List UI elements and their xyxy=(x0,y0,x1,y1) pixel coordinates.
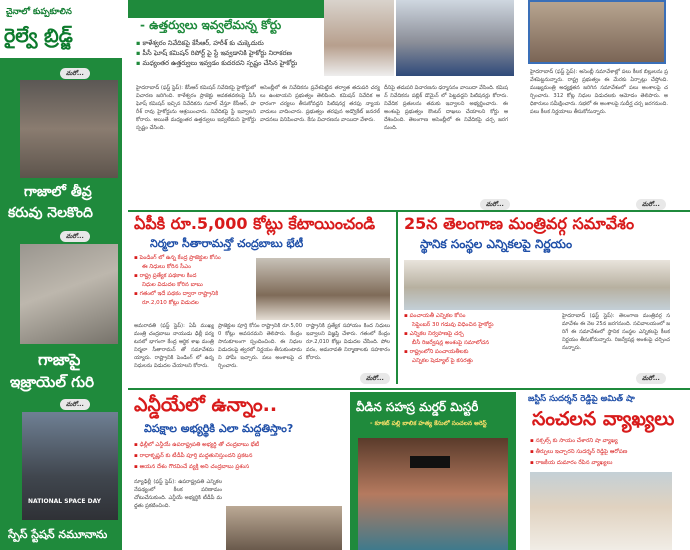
more-link-court[interactable]: మరో... xyxy=(480,199,510,210)
court-subhead: - ఉత్తర్వులు ఇవ్వలేమన్న కోర్టు xyxy=(140,18,282,32)
amit-shah-photo xyxy=(530,472,672,550)
divider-vertical xyxy=(396,212,398,384)
court-body-col1: హైదరాబాద్ (ఫస్ట్ స్టెప్): కేసీఆర్ కమిషన్ నివేదికపై హైకోర్టులో విచారణ జరిగింది. కాళేశ్వరం ప్రాజెక్టు అవకతవకలపై పీసీ ఘోష్ కమిషన్ ఇచ్చిన నివేదికను సవాల్ చేస్తూ కేసీఆర్, హరీశ్ రావు హైకోర్టును ఆశ్రయించారు. నివేదికపై స్టే ఇవ్వాలని కోరారు. అయితే మధ్యంతర ఉత్తర్వులు ఇవ్వలేమని హైకోర్టు స్పష్టం చేసింది. xyxy=(136,85,256,131)
murder-subhead: - కూకట్ పల్లి బాలిక హత్య కేసులో సంచలన అరెస్ట్ xyxy=(370,420,487,427)
right-top-photo xyxy=(528,0,666,64)
bridge-headline-box xyxy=(0,22,122,58)
nda-bullet-1: ▪ ఢిల్లీలో ఎన్డీయే ఉపరాష్ట్రపతి అభ్యర్థి తో చంద్రబాబు భేటీ xyxy=(134,442,260,448)
court-bullet-3: ▪ మధ్యంతర ఉత్తర్వులు ఇవ్వడం కుదరదని స్పష్టం చేసిన హైకోర్టు xyxy=(136,59,298,67)
right-story-body: హైదరాబాద్ (ఫస్ట్ స్టెప్): అసెంబ్లీ సమావేశాల్లో పలు కీలక బిల్లులను ప్రవేశపెట్టనున్నారు. రాష్ట్ర ప్రభుత్వం ఈ మేరకు ఏర్పాట్లు చేస్తోంది. ముఖ్యమంత్రి అధ్యక్షతన జరిగిన సమావేశంలో పలు అంశాలపై చర్చించారు. 312 కోట్ల నిధుల విడుదలకు ఆమోదం తెలిపారు. అధికారులు సమీక్షించారు. సభలో ఈ అంశాలపై సుదీర్ఘ చర్చ జరగనుంది. పలు కీలక నిర్ణయాలు తీసుకోనున్నారు. xyxy=(530,69,668,115)
space-station-caption: స్పేస్ స్టేషన్ నమూనాను xyxy=(8,528,108,541)
court-bullet-1: ▪ కాళేశ్వరం నివేదికపై కేసీఆర్, హరీశ్ కు చుక్కెదురు xyxy=(136,39,264,47)
ap-bullet-3b: రూ.2,010 కోట్లు విడుదల xyxy=(142,300,199,306)
ap-headline: ఏపీకి రూ.5,000 కోట్లు కేటాయించండి xyxy=(134,214,376,233)
kcr-photo-2 xyxy=(396,0,514,76)
ts-bullets xyxy=(404,312,554,366)
nda-subhead: విపక్షాల అభ్యర్థికి ఎలా మద్దతిస్తాం? xyxy=(144,422,294,435)
amit-headline: సంచలన వ్యాఖ్యలు xyxy=(532,408,675,430)
amit-bullets xyxy=(530,436,690,469)
cbn-radhakrishnan-photo xyxy=(226,506,342,550)
more-link-ts[interactable]: మరో... xyxy=(636,373,666,384)
bridge-headline: రైల్వే బ్రిడ్జ్ xyxy=(4,25,73,47)
nda-body: న్యూఢిల్లీ (ఫస్ట్ స్టెప్): ఉపరాష్ట్రపతి ఎన్నికల నేపథ్యంలో కీలక పరిణామం చోటుచేసుకుంది. ఎన్డీయే అభ్యర్థికి టీడీపీ మద్దతు ప్రకటించింది. xyxy=(134,479,222,509)
ts-bullet-2b: బీసీ రిజర్వేషన్ల అంశంపై సమాలోచన xyxy=(412,340,490,346)
amit-bullet-2: ▪ తీర్పులు ఇచ్చారని సుదర్శన్ రెడ్డిపై ఆరోపణ xyxy=(530,449,628,455)
ap-body-col2: ప్రాజెక్టుల పూర్తి కోసం రాష్ట్రానికి రూ.5,000 కోట్లు అవసరమని తెలిపారు. కేంద్రం సానుకూలంగా స్పందించింది. ఈ నిధుల విడుదలపై త్వరలో నిర్ణయం తీసుకుంటామని హామీ ఇచ్చారు. పలు అంశాలపై చర్చించారు. xyxy=(218,323,302,369)
nda-bullet-3: ▪ ఆయన దేశం గౌరవించే వ్యక్తి అని చంద్రబాబు ప్రశంస xyxy=(134,464,250,470)
amit-top-line: జస్టిస్ సుదర్శన్ రెడ్డిపై అమిత్ షా xyxy=(528,394,635,404)
gaza-ruins-photo xyxy=(20,244,118,344)
ap-bullet-1: ▪ పెండింగ్ లో ఉన్న కేంద్ర ప్రాజెక్టుల కోసం xyxy=(134,255,221,261)
nda-bullet-2: ▪ రాధాకృష్ణన్ కు టీడీపీ పూర్తి మద్దతునిస్తుందని ప్రకటన xyxy=(134,453,253,459)
gaza-israel-line1: గాజాపై xyxy=(38,350,81,369)
ap-bullet-2: ▪ రాష్ట్ర ప్రత్యేక పథకాల కింద xyxy=(134,273,197,279)
more-link-israel[interactable]: మరో... xyxy=(60,399,90,410)
more-link-right[interactable]: మరో... xyxy=(636,199,666,210)
cbn-nirmala-photo xyxy=(256,258,390,320)
ts-bullet-3: ▪ రాష్ట్రంలోని పంచాయతీలకు xyxy=(404,349,469,355)
amit-bullet-1: ▪ నక్సల్స్ కు సాయం చేశారని షా వ్యాఖ్య xyxy=(530,438,618,444)
murder-headline: వీడిన సహస్ర మర్డర్ మిస్టరీ xyxy=(356,400,479,414)
space-day-banner: NATIONAL SPACE DAY xyxy=(28,498,101,505)
court-bullets xyxy=(136,38,326,68)
ap-subhead: నిర్మలా సీతారామన్తో చంద్రబాబు భేటీ xyxy=(150,237,304,250)
more-link-gaza[interactable]: మరో... xyxy=(60,231,90,242)
amit-bullet-3: ▪ రాజకీయ దుమారం రేపిన వ్యాఖ్యలు xyxy=(530,460,613,466)
nda-bullets xyxy=(134,440,344,473)
space-station-photo xyxy=(22,412,118,520)
court-bullet-2: ▪ పీసీ ఘోష్ కమిషన్ రిపోర్ట్ పై స్టే ఇవ్వడానికి హైకోర్టు నిరాకరణ xyxy=(136,49,292,57)
ap-bullet-3: ▪ గతంలో ఇదే పథకం ద్వారా రాష్ట్రానికి xyxy=(134,291,219,297)
ts-cabinet-photo xyxy=(404,260,670,310)
ap-body-col1: అమరావతి (ఫస్ట్ స్టెప్): ఏపీ ముఖ్యమంత్రి చంద్రబాబు నాయుడు ఢిల్లీ పర్యటనలో భాగంగా కేంద్ర ఆర్థిక శాఖ మంత్రి నిర్మలా సీతారామన్ తో సమావేశమయ్యారు. రాష్ట్రానికి పెండింగ్ లో ఉన్న నిధులను విడుదల చేయాలని కోరారు. xyxy=(134,323,214,369)
court-body-col2: అసెంబ్లీలో ఈ నివేదికను ప్రవేశపెట్టిన తర్వాత తదుపరి చర్యలు ఉంటాయని ప్రభుత్వం తెలిపింది. కమిషన్ నివేదిక ఆధారంగా చర్యలు తీసుకోవద్దని పిటిషనర్ల తరఫు న్యాయవాదులు వాదించారు. ప్రభుత్వం తరఫున అడ్వొకేట్ జనరల్ వాదనలు వినిపించారు. కేసు విచారణను వాయిదా వేశారు. xyxy=(260,85,380,123)
kcr-photo-1 xyxy=(324,0,394,76)
gaza-famine-line2: కరువు నెలకొంది xyxy=(8,205,93,221)
ts-bullet-2: ▪ ఎన్నికల నిర్వహణపై చర్చ xyxy=(404,331,464,337)
ts-body: హైదరాబాద్ (ఫస్ట్ స్టెప్): తెలంగాణ మంత్రివర్గ సమావేశం ఈ నెల 25న జరగనుంది. సచివాలయంలో జరిగే ఈ సమావేశంలో స్థానిక సంస్థల ఎన్నికలపై కీలక నిర్ణయం తీసుకోనున్నారు. రిజర్వేషన్ల అంశంపై చర్చించనున్నారు. xyxy=(562,313,670,351)
divider-1 xyxy=(128,210,690,212)
divider-2 xyxy=(128,388,690,390)
ts-bullet-1b: సెప్టెంబర్ 30 గడువు విధించిన హైకోర్టు xyxy=(412,322,494,328)
more-link-ap[interactable]: మరో... xyxy=(360,373,390,384)
court-headline-band xyxy=(128,0,328,18)
nda-headline: ఎన్డీయేలో ఉన్నాం.. xyxy=(134,394,278,416)
china-label: చైనాలో కుప్పకూలిన xyxy=(6,7,72,17)
more-link-bridge[interactable]: మరో... xyxy=(60,68,90,79)
ts-subhead: స్థానిక సంస్థల ఎన్నికలపై నిర్ణయం xyxy=(420,237,573,251)
gaza-famine-photo xyxy=(20,80,118,178)
ts-headline: 25న తెలంగాణ మంత్రివర్గ సమావేశం xyxy=(404,214,635,233)
ap-bullet-1b: ఈ నిధులు కోరిన సీఎం xyxy=(142,264,191,270)
gaza-israel-line2: ఇజ్రాయెల్ గురి xyxy=(10,373,95,391)
face-blur-bar xyxy=(410,456,450,468)
ts-bullet-1: ▪ పంచాయతీ ఎన్నికల కోసం xyxy=(404,313,466,319)
china-label-box xyxy=(0,0,122,22)
ap-bullets xyxy=(134,254,254,308)
court-body-col3: దీనిపై తదుపరి విచారణను ధర్మాసనం వాయిదా వేసింది. కమిషన్ నివేదికను పబ్లిక్ డొమైన్ లో పెట్టవద్దని పిటిషనర్లు కోరారు. నివేదిక ప్రతులను తమకు ఇవ్వాలని అభ్యర్థించారు. ఈ అంశంపై ప్రభుత్వం కౌంటర్ దాఖలు చేయాలని కోర్టు ఆదేశించింది. తెలంగాణ అసెంబ్లీలో ఈ నివేదికపై చర్చ జరగనుంది. xyxy=(384,85,508,131)
gaza-famine-line1: గాజాలో తీవ్ర xyxy=(24,184,92,200)
ap-body-col3: రాష్ట్రానికి ప్రత్యేక సహాయం కింద నిధులు ఇవ్వాలని విజ్ఞప్తి చేశారు. గతంలో కేంద్రం రూ.2,010 కోట్లు విడుదల చేసింది. పోలవరం, అమరావతి నిర్మాణాలకు సహకారం కోరారు. xyxy=(306,323,390,361)
ts-bullet-3b: ఎన్నికల షెడ్యూల్ పై కసరత్తు xyxy=(412,358,473,364)
sahasra-photo xyxy=(358,438,508,550)
ap-bullet-2b: నిధుల విడుదల కోరిన బాబు xyxy=(142,282,203,288)
